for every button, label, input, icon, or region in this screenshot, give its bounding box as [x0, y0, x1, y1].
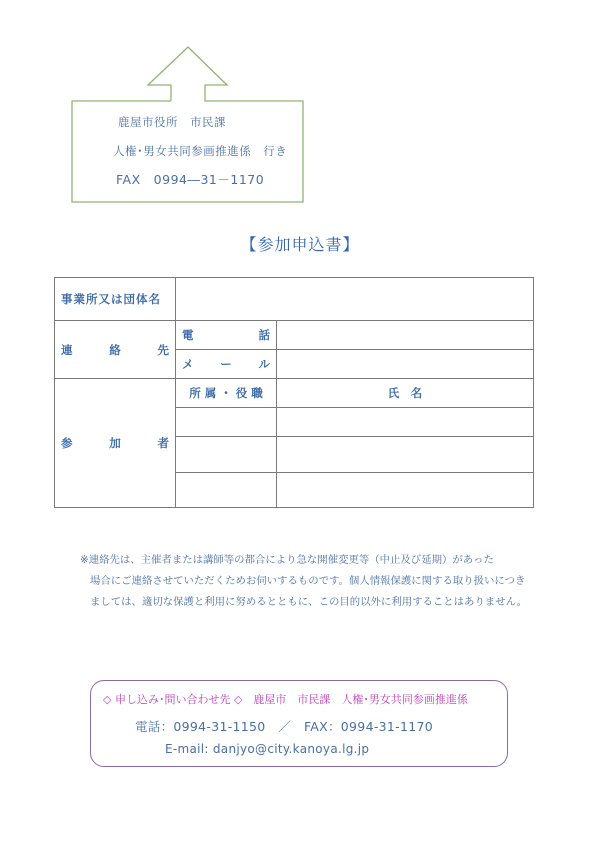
org-name-label: 事業所又は団体名 — [55, 278, 176, 321]
contact-heading: ◇ 申し込み･問い合わせ先 ◇ 鹿屋市 市民課 人権･男女共同参画推進係 — [103, 693, 468, 706]
participant-3-name-field[interactable] — [277, 473, 534, 508]
note-line-2: 場合にご連絡させていただくためお伺いするものです。個人情報保護に関する取り扱いにつき — [90, 575, 526, 587]
page-title: 【参加申込書】 — [240, 235, 360, 254]
contact-label: 連 絡 先 — [55, 321, 176, 379]
email-label: メ ー ル — [176, 350, 277, 379]
participants-label: 参 加 者 — [55, 379, 176, 508]
contact-info-box — [90, 680, 508, 767]
affiliation-header: 所 属 ・ 役 職 — [176, 379, 277, 408]
contact-email-link[interactable]: E-mail: danjyo@city.kanoya.lg.jp — [165, 742, 370, 756]
fax-destination-frame — [0, 0, 600, 220]
email-field[interactable] — [277, 350, 534, 379]
org-name-field[interactable] — [176, 278, 534, 321]
phone-label: 電 話 — [176, 321, 277, 350]
fax-recipient-section: 人権･男女共同参画推進係 行き — [113, 144, 288, 158]
privacy-note — [80, 550, 560, 613]
participant-2-name-field[interactable] — [277, 437, 534, 473]
participant-1-affiliation-field[interactable] — [176, 408, 277, 437]
fax-recipient-office: 鹿屋市役所 市民課 — [118, 115, 226, 129]
participant-1-name-field[interactable] — [277, 408, 534, 437]
fax-number: FAX 0994―31－1170 — [116, 172, 265, 187]
note-line-1: ※連絡先は、主催者または講師等の都合により急な開催変更等（中止及び延期）があった — [80, 554, 494, 566]
contact-phone-fax: 電話：0994-31-1150 ／ FAX：0994-31-1170 — [135, 719, 433, 734]
phone-field[interactable] — [277, 321, 534, 350]
participant-2-affiliation-field[interactable] — [176, 437, 277, 473]
participant-3-affiliation-field[interactable] — [176, 473, 277, 508]
application-form-table — [54, 277, 534, 508]
note-line-3: ましては、適切な保護と利用に努めるとともに、この目的以外に利用することはありません。 — [90, 596, 528, 608]
name-header: 氏 名 — [277, 379, 534, 408]
